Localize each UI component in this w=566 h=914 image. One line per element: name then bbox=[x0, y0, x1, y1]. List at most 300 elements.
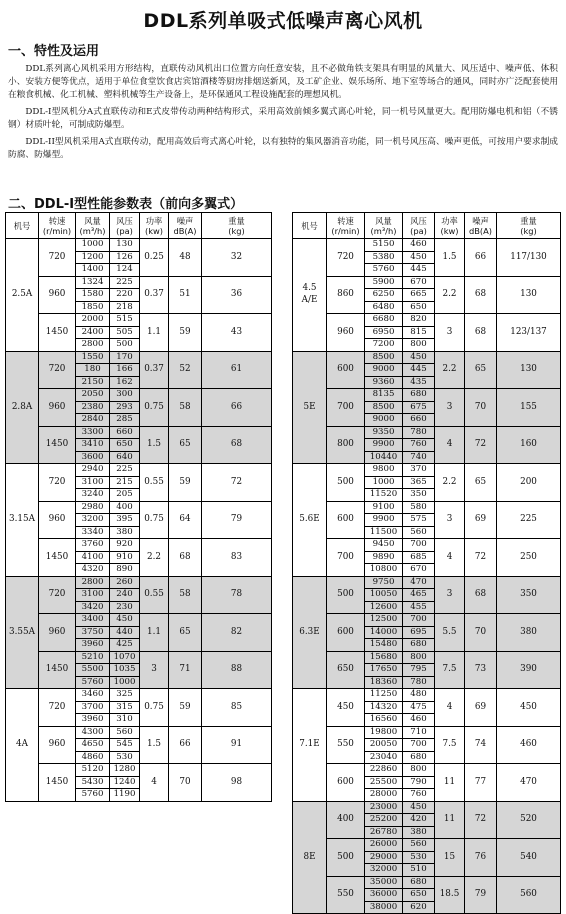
pressure-cell: 260 bbox=[110, 576, 140, 589]
table-row bbox=[293, 239, 561, 252]
intro-text bbox=[8, 63, 558, 162]
noise-cell: 70 bbox=[465, 389, 497, 427]
table-row bbox=[293, 726, 561, 739]
pressure-cell: 505 bbox=[110, 326, 140, 339]
flow-cell: 2980 bbox=[76, 501, 110, 514]
table-body bbox=[6, 239, 272, 802]
pressure-cell: 800 bbox=[403, 764, 435, 777]
flow-cell: 1000 bbox=[76, 239, 110, 252]
speed-cell: 860 bbox=[327, 276, 365, 314]
pressure-cell: 425 bbox=[110, 639, 140, 652]
power-cell: 2.2 bbox=[140, 539, 169, 577]
pressure-cell: 300 bbox=[110, 389, 140, 402]
weight-cell: 117/130 bbox=[497, 239, 561, 277]
noise-cell: 59 bbox=[169, 314, 202, 352]
pressure-cell: 620 bbox=[403, 901, 435, 914]
speed-cell: 720 bbox=[39, 689, 76, 727]
flow-cell: 18360 bbox=[365, 676, 403, 689]
pressure-cell: 500 bbox=[110, 339, 140, 352]
pressure-cell: 480 bbox=[403, 689, 435, 702]
noise-cell: 79 bbox=[465, 876, 497, 914]
noise-cell: 68 bbox=[465, 314, 497, 352]
pressure-cell: 675 bbox=[403, 401, 435, 414]
flow-cell: 28000 bbox=[365, 789, 403, 802]
pressure-cell: 530 bbox=[403, 851, 435, 864]
weight-cell: 72 bbox=[202, 464, 272, 502]
pressure-cell: 445 bbox=[403, 364, 435, 377]
pressure-cell: 440 bbox=[110, 626, 140, 639]
table-row bbox=[293, 389, 561, 402]
flow-cell: 3460 bbox=[76, 689, 110, 702]
noise-cell: 59 bbox=[169, 689, 202, 727]
pressure-cell: 365 bbox=[403, 476, 435, 489]
pressure-cell: 310 bbox=[110, 714, 140, 727]
flow-cell: 2800 bbox=[76, 576, 110, 589]
flow-cell: 3200 bbox=[76, 514, 110, 527]
pressure-cell: 660 bbox=[403, 414, 435, 427]
header-model: 机号 bbox=[6, 213, 39, 239]
pressure-cell: 215 bbox=[110, 476, 140, 489]
pressure-cell: 470 bbox=[403, 576, 435, 589]
noise-cell: 48 bbox=[169, 239, 202, 277]
power-cell: 2.2 bbox=[435, 464, 465, 502]
pressure-cell: 695 bbox=[403, 626, 435, 639]
noise-cell: 73 bbox=[465, 651, 497, 689]
flow-cell: 15480 bbox=[365, 639, 403, 652]
pressure-cell: 395 bbox=[110, 514, 140, 527]
header-noise: 噪声 dB(A) bbox=[465, 213, 497, 239]
pressure-cell: 670 bbox=[403, 276, 435, 289]
flow-cell: 4100 bbox=[76, 551, 110, 564]
flow-cell: 2800 bbox=[76, 339, 110, 352]
flow-cell: 9100 bbox=[365, 501, 403, 514]
pressure-cell: 285 bbox=[110, 414, 140, 427]
pressure-cell: 700 bbox=[403, 739, 435, 752]
weight-cell: 540 bbox=[497, 839, 561, 877]
flow-cell: 12500 bbox=[365, 614, 403, 627]
pressure-cell: 1000 bbox=[110, 676, 140, 689]
pressure-cell: 560 bbox=[110, 726, 140, 739]
table-row bbox=[6, 764, 272, 777]
speed-cell: 700 bbox=[327, 539, 365, 577]
flow-cell: 3420 bbox=[76, 601, 110, 614]
flow-cell: 36000 bbox=[365, 889, 403, 902]
flow-cell: 1000 bbox=[365, 476, 403, 489]
table-row bbox=[6, 314, 272, 327]
pressure-cell: 1035 bbox=[110, 664, 140, 677]
weight-cell: 450 bbox=[497, 689, 561, 727]
model-cell: 6.3E bbox=[293, 576, 327, 689]
flow-cell: 6480 bbox=[365, 301, 403, 314]
table-row bbox=[6, 464, 272, 477]
flow-cell: 10800 bbox=[365, 564, 403, 577]
power-cell: 0.75 bbox=[140, 389, 169, 427]
pressure-cell: 1280 bbox=[110, 764, 140, 777]
noise-cell: 69 bbox=[465, 689, 497, 727]
pressure-cell: 240 bbox=[110, 589, 140, 602]
pressure-cell: 710 bbox=[403, 726, 435, 739]
pressure-cell: 450 bbox=[403, 801, 435, 814]
table-row bbox=[293, 764, 561, 777]
flow-cell: 4320 bbox=[76, 564, 110, 577]
flow-cell: 9900 bbox=[365, 439, 403, 452]
flow-cell: 3100 bbox=[76, 476, 110, 489]
flow-cell: 11520 bbox=[365, 489, 403, 502]
table-header bbox=[6, 213, 272, 239]
flow-cell: 25500 bbox=[365, 776, 403, 789]
speed-cell: 600 bbox=[327, 501, 365, 539]
flow-cell: 2840 bbox=[76, 414, 110, 427]
pressure-cell: 575 bbox=[403, 514, 435, 527]
speed-cell: 960 bbox=[39, 501, 76, 539]
power-cell: 7.5 bbox=[435, 726, 465, 764]
pressure-cell: 475 bbox=[403, 701, 435, 714]
table-row bbox=[293, 501, 561, 514]
flow-cell: 2400 bbox=[76, 326, 110, 339]
pressure-cell: 170 bbox=[110, 351, 140, 364]
pressure-cell: 665 bbox=[403, 289, 435, 302]
weight-cell: 83 bbox=[202, 539, 272, 577]
table-body bbox=[293, 239, 561, 914]
speed-cell: 700 bbox=[327, 389, 365, 427]
power-cell: 0.75 bbox=[140, 501, 169, 539]
weight-cell: 32 bbox=[202, 239, 272, 277]
pressure-cell: 680 bbox=[403, 639, 435, 652]
pressure-cell: 510 bbox=[403, 864, 435, 877]
flow-cell: 10440 bbox=[365, 451, 403, 464]
power-cell: 2.2 bbox=[435, 276, 465, 314]
page-title: DDL系列单吸式低噪声离心风机 bbox=[143, 10, 423, 32]
pressure-cell: 450 bbox=[403, 351, 435, 364]
power-cell: 0.55 bbox=[140, 576, 169, 614]
noise-cell: 72 bbox=[465, 426, 497, 464]
pressure-cell: 225 bbox=[110, 464, 140, 477]
pressure-cell: 760 bbox=[403, 439, 435, 452]
pressure-cell: 218 bbox=[110, 301, 140, 314]
noise-cell: 70 bbox=[465, 614, 497, 652]
pressure-cell: 455 bbox=[403, 601, 435, 614]
noise-cell: 51 bbox=[169, 276, 202, 314]
header-weight: 重量 (kg) bbox=[202, 213, 272, 239]
pressure-cell: 890 bbox=[110, 564, 140, 577]
header-power: 功率 (kw) bbox=[140, 213, 169, 239]
flow-cell: 1400 bbox=[76, 264, 110, 277]
pressure-cell: 515 bbox=[110, 314, 140, 327]
noise-cell: 66 bbox=[169, 726, 202, 764]
pressure-cell: 800 bbox=[403, 339, 435, 352]
flow-cell: 2380 bbox=[76, 401, 110, 414]
model-cell: 4.5 A/E bbox=[293, 239, 327, 352]
table-row bbox=[293, 839, 561, 852]
flow-cell: 26780 bbox=[365, 826, 403, 839]
pressure-cell: 640 bbox=[110, 451, 140, 464]
table-row bbox=[293, 276, 561, 289]
power-cell: 1.1 bbox=[140, 314, 169, 352]
flow-cell: 5150 bbox=[365, 239, 403, 252]
weight-cell: 36 bbox=[202, 276, 272, 314]
pressure-cell: 325 bbox=[110, 689, 140, 702]
table-row bbox=[293, 464, 561, 477]
table-row bbox=[6, 576, 272, 589]
power-cell: 1.5 bbox=[435, 239, 465, 277]
noise-cell: 72 bbox=[465, 539, 497, 577]
power-cell: 3 bbox=[435, 501, 465, 539]
power-cell: 0.75 bbox=[140, 689, 169, 727]
noise-cell: 65 bbox=[465, 464, 497, 502]
flow-cell: 5430 bbox=[76, 776, 110, 789]
pressure-cell: 293 bbox=[110, 401, 140, 414]
flow-cell: 17650 bbox=[365, 664, 403, 677]
flow-cell: 2940 bbox=[76, 464, 110, 477]
pressure-cell: 815 bbox=[403, 326, 435, 339]
pressure-cell: 700 bbox=[403, 614, 435, 627]
weight-cell: 380 bbox=[497, 614, 561, 652]
flow-cell: 8135 bbox=[365, 389, 403, 402]
weight-cell: 130 bbox=[497, 276, 561, 314]
speed-cell: 1450 bbox=[39, 764, 76, 802]
noise-cell: 65 bbox=[169, 614, 202, 652]
pressure-cell: 1070 bbox=[110, 651, 140, 664]
pressure-cell: 1240 bbox=[110, 776, 140, 789]
weight-cell: 82 bbox=[202, 614, 272, 652]
pressure-cell: 220 bbox=[110, 289, 140, 302]
pressure-cell: 465 bbox=[403, 589, 435, 602]
flow-cell: 1550 bbox=[76, 351, 110, 364]
pressure-cell: 225 bbox=[110, 276, 140, 289]
power-cell: 5.5 bbox=[435, 614, 465, 652]
noise-cell: 65 bbox=[465, 351, 497, 389]
pressure-cell: 230 bbox=[110, 601, 140, 614]
table-row bbox=[6, 614, 272, 627]
model-cell: 2.8A bbox=[6, 351, 39, 464]
noise-cell: 66 bbox=[465, 239, 497, 277]
pressure-cell: 1190 bbox=[110, 789, 140, 802]
power-cell: 0.55 bbox=[140, 464, 169, 502]
intro-paragraph: DDL-II型风机采用A式直联传动，配用高效后弯式离心叶轮，以有独特的集风器消音功能，同一机号风压高、噪声更低，可按用户要求制成防腐、防爆型。 bbox=[8, 137, 558, 160]
power-cell: 4 bbox=[435, 539, 465, 577]
power-cell: 0.37 bbox=[140, 276, 169, 314]
weight-cell: 520 bbox=[497, 801, 561, 839]
model-cell: 7.1E bbox=[293, 689, 327, 802]
flow-cell: 1850 bbox=[76, 301, 110, 314]
flow-cell: 25200 bbox=[365, 814, 403, 827]
noise-cell: 59 bbox=[169, 464, 202, 502]
flow-cell: 3750 bbox=[76, 626, 110, 639]
model-cell: 3.55A bbox=[6, 576, 39, 689]
flow-cell: 9360 bbox=[365, 376, 403, 389]
pressure-cell: 580 bbox=[403, 501, 435, 514]
flow-cell: 3400 bbox=[76, 614, 110, 627]
weight-cell: 98 bbox=[202, 764, 272, 802]
pressure-cell: 920 bbox=[110, 539, 140, 552]
flow-cell: 9900 bbox=[365, 514, 403, 527]
flow-cell: 19800 bbox=[365, 726, 403, 739]
power-cell: 15 bbox=[435, 839, 465, 877]
flow-cell: 3300 bbox=[76, 426, 110, 439]
pressure-cell: 445 bbox=[403, 264, 435, 277]
speed-cell: 600 bbox=[327, 764, 365, 802]
flow-cell: 5760 bbox=[76, 789, 110, 802]
speed-cell: 720 bbox=[39, 351, 76, 389]
flow-cell: 29000 bbox=[365, 851, 403, 864]
pressure-cell: 685 bbox=[403, 551, 435, 564]
pressure-cell: 370 bbox=[403, 464, 435, 477]
flow-cell: 10050 bbox=[365, 589, 403, 602]
weight-cell: 160 bbox=[497, 426, 561, 464]
header-speed: 转速 (r/min) bbox=[39, 213, 76, 239]
weight-cell: 91 bbox=[202, 726, 272, 764]
pressure-cell: 560 bbox=[403, 839, 435, 852]
flow-cell: 3960 bbox=[76, 639, 110, 652]
weight-cell: 470 bbox=[497, 764, 561, 802]
weight-cell: 79 bbox=[202, 501, 272, 539]
table-row bbox=[293, 876, 561, 889]
flow-cell: 2050 bbox=[76, 389, 110, 402]
table-row bbox=[6, 689, 272, 702]
flow-cell: 26000 bbox=[365, 839, 403, 852]
flow-cell: 38000 bbox=[365, 901, 403, 914]
table-row bbox=[6, 539, 272, 552]
header-weight: 重量 (kg) bbox=[497, 213, 561, 239]
flow-cell: 8500 bbox=[365, 351, 403, 364]
table-row bbox=[6, 351, 272, 364]
weight-cell: 225 bbox=[497, 501, 561, 539]
table-row bbox=[293, 314, 561, 327]
power-cell: 1.5 bbox=[140, 726, 169, 764]
pressure-cell: 460 bbox=[403, 239, 435, 252]
flow-cell: 3760 bbox=[76, 539, 110, 552]
flow-cell: 9890 bbox=[365, 551, 403, 564]
flow-cell: 3410 bbox=[76, 439, 110, 452]
noise-cell: 65 bbox=[169, 426, 202, 464]
header-noise: 噪声 dB(A) bbox=[169, 213, 202, 239]
flow-cell: 32000 bbox=[365, 864, 403, 877]
speed-cell: 1450 bbox=[39, 651, 76, 689]
table-row bbox=[6, 501, 272, 514]
pressure-cell: 350 bbox=[403, 489, 435, 502]
power-cell: 1.1 bbox=[140, 614, 169, 652]
pressure-cell: 166 bbox=[110, 364, 140, 377]
weight-cell: 66 bbox=[202, 389, 272, 427]
table-row bbox=[6, 726, 272, 739]
flow-cell: 4650 bbox=[76, 739, 110, 752]
table-row bbox=[293, 426, 561, 439]
pressure-cell: 910 bbox=[110, 551, 140, 564]
speed-cell: 720 bbox=[39, 464, 76, 502]
pressure-cell: 124 bbox=[110, 264, 140, 277]
noise-cell: 74 bbox=[465, 726, 497, 764]
speed-cell: 550 bbox=[327, 726, 365, 764]
flow-cell: 5760 bbox=[365, 264, 403, 277]
power-cell: 11 bbox=[435, 764, 465, 802]
speed-cell: 1450 bbox=[39, 539, 76, 577]
noise-cell: 58 bbox=[169, 389, 202, 427]
speed-cell: 720 bbox=[39, 239, 76, 277]
flow-cell: 3240 bbox=[76, 489, 110, 502]
flow-cell: 9800 bbox=[365, 464, 403, 477]
table-row bbox=[293, 539, 561, 552]
weight-cell: 250 bbox=[497, 539, 561, 577]
noise-cell: 69 bbox=[465, 501, 497, 539]
pressure-cell: 650 bbox=[110, 439, 140, 452]
flow-cell: 9750 bbox=[365, 576, 403, 589]
pressure-cell: 820 bbox=[403, 314, 435, 327]
pressure-cell: 680 bbox=[403, 389, 435, 402]
pressure-cell: 560 bbox=[403, 526, 435, 539]
model-cell: 8E bbox=[293, 801, 327, 914]
pressure-cell: 162 bbox=[110, 376, 140, 389]
flow-cell: 2000 bbox=[76, 314, 110, 327]
pressure-cell: 790 bbox=[403, 776, 435, 789]
flow-cell: 35000 bbox=[365, 876, 403, 889]
speed-cell: 960 bbox=[39, 726, 76, 764]
header-power: 功率 (kw) bbox=[435, 213, 465, 239]
flow-cell: 9450 bbox=[365, 539, 403, 552]
flow-cell: 5500 bbox=[76, 664, 110, 677]
flow-cell: 5380 bbox=[365, 251, 403, 264]
intro-paragraph: DDL-I型风机分A式直联传动和E式皮带传动两种结构形式，采用高效前倾多翼式离心叶轮，同一机号风量更大。配用防爆电机和铝（不锈钢）材质叶轮，可制成防爆型。 bbox=[8, 107, 558, 130]
power-cell: 1.5 bbox=[140, 426, 169, 464]
pressure-cell: 130 bbox=[110, 239, 140, 252]
pressure-cell: 530 bbox=[110, 751, 140, 764]
weight-cell: 68 bbox=[202, 426, 272, 464]
flow-cell: 8500 bbox=[365, 401, 403, 414]
pressure-cell: 680 bbox=[403, 876, 435, 889]
speed-cell: 720 bbox=[327, 239, 365, 277]
weight-cell: 88 bbox=[202, 651, 272, 689]
speed-cell: 550 bbox=[327, 876, 365, 914]
pressure-cell: 450 bbox=[403, 251, 435, 264]
noise-cell: 52 bbox=[169, 351, 202, 389]
flow-cell: 180 bbox=[76, 364, 110, 377]
flow-cell: 5900 bbox=[365, 276, 403, 289]
power-cell: 0.37 bbox=[140, 351, 169, 389]
noise-cell: 58 bbox=[169, 576, 202, 614]
header-pressure: 风压 (pa) bbox=[110, 213, 140, 239]
speed-cell: 720 bbox=[39, 576, 76, 614]
noise-cell: 76 bbox=[465, 839, 497, 877]
pressure-cell: 650 bbox=[403, 301, 435, 314]
table-row bbox=[293, 614, 561, 627]
model-cell: 2.5A bbox=[6, 239, 39, 352]
weight-cell: 130 bbox=[497, 351, 561, 389]
pressure-cell: 460 bbox=[403, 714, 435, 727]
flow-cell: 5120 bbox=[76, 764, 110, 777]
pressure-cell: 435 bbox=[403, 376, 435, 389]
flow-cell: 1324 bbox=[76, 276, 110, 289]
header-pressure: 风压 (pa) bbox=[403, 213, 435, 239]
power-cell: 4 bbox=[435, 689, 465, 727]
model-cell: 4A bbox=[6, 689, 39, 802]
noise-cell: 64 bbox=[169, 501, 202, 539]
flow-cell: 11500 bbox=[365, 526, 403, 539]
table-row bbox=[293, 651, 561, 664]
table-row bbox=[6, 276, 272, 289]
speed-cell: 960 bbox=[39, 614, 76, 652]
pressure-cell: 660 bbox=[110, 426, 140, 439]
flow-cell: 14320 bbox=[365, 701, 403, 714]
weight-cell: 43 bbox=[202, 314, 272, 352]
speed-cell: 800 bbox=[327, 426, 365, 464]
flow-cell: 16560 bbox=[365, 714, 403, 727]
power-cell: 3 bbox=[435, 576, 465, 614]
speed-cell: 1450 bbox=[39, 314, 76, 352]
weight-cell: 560 bbox=[497, 876, 561, 914]
speed-cell: 960 bbox=[39, 389, 76, 427]
speed-cell: 400 bbox=[327, 801, 365, 839]
speed-cell: 500 bbox=[327, 464, 365, 502]
flow-cell: 20050 bbox=[365, 739, 403, 752]
